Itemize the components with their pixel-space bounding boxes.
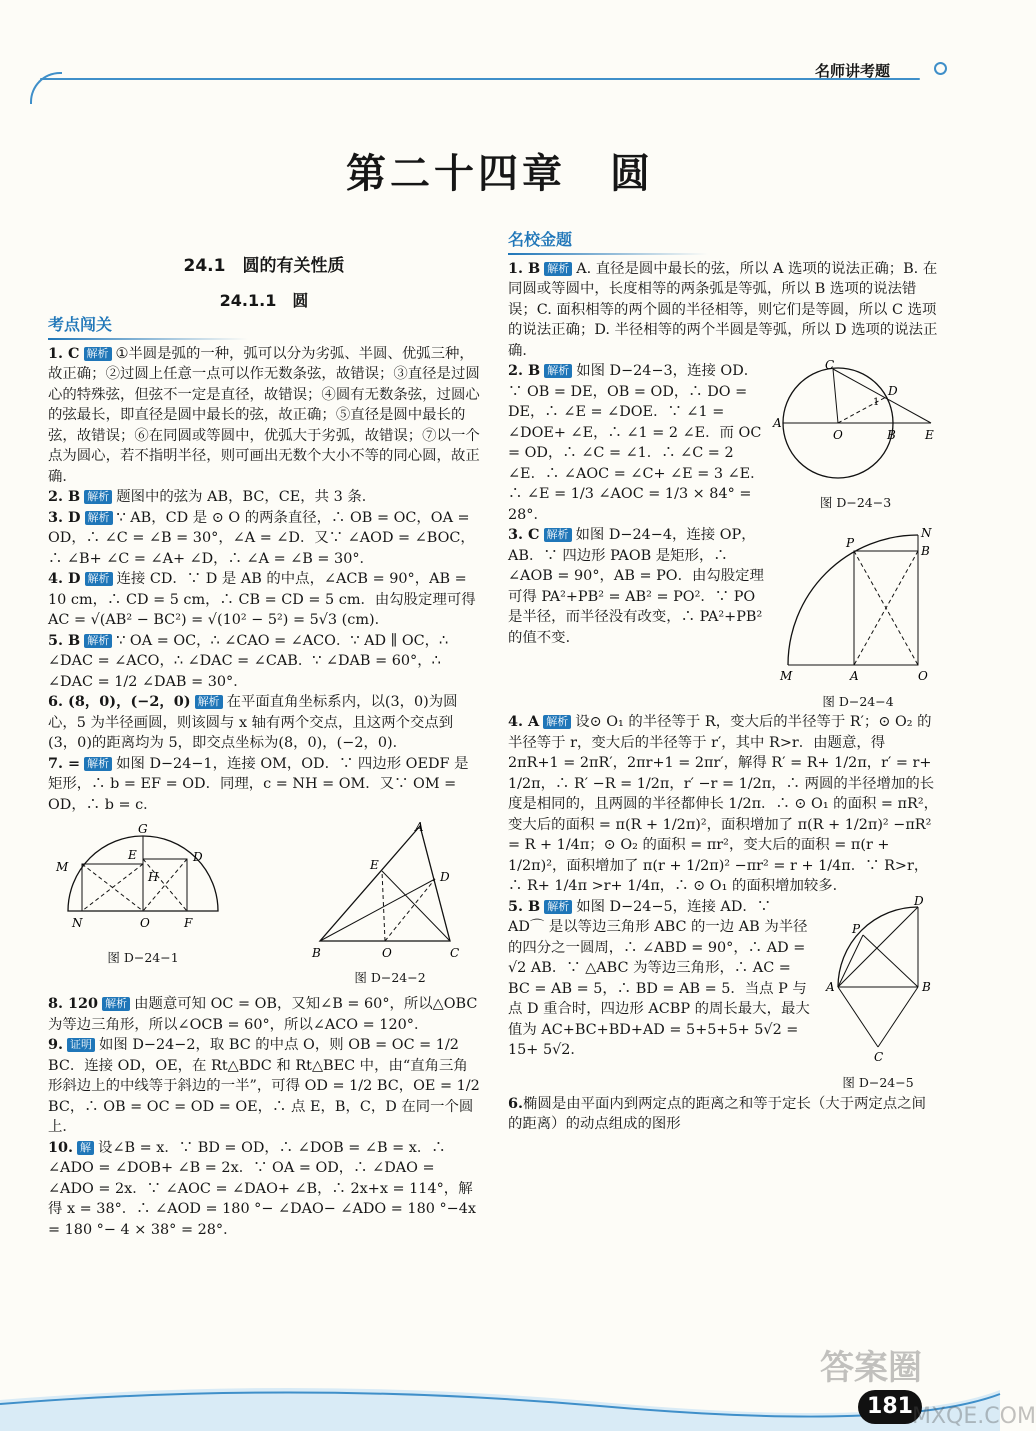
- figure-d24-1: [48, 821, 238, 988]
- right-column: [508, 228, 938, 1135]
- right-q5: 5. B 解析 如图 D−24−5，连接 AD．∵ AD⌒ 是以等边三角形 ABC 的一边 AB 为半径的四分之一圆周，∴ ∠ABD = 90°，∴ AD = √2 AB．∵ △ABC 为等边三角形，∴ AC = BC = AB = 5，∴ BD = AB = 5．当点 P 与点 D 重合时，四边形 ACBP 的周长最大，最大值为 AC+BC+BD+AD = 5+5+5+ 5√2 = 15+ 5√2．: [508, 897, 810, 1058]
- figure-d24-5: [818, 893, 938, 1094]
- left-q2: 2. B 解析 题图中的弦为 AB，BC，CE，共 3 条．: [48, 488, 377, 505]
- header-dot-icon: [934, 62, 947, 75]
- watermark-logo: 答案圈: [820, 1348, 922, 1388]
- svg-text:A: A: [773, 416, 782, 430]
- left-q10: 10. 解 设∠B = x．∵ BD = OD，∴ ∠DOB = ∠B = x．∴ ∠ADO = ∠DOB+ ∠B = 2x．∵ OA = OD，∴ ∠DAO = ∠ADO = 2x．∵ ∠AOC = ∠DAO+ ∠B，∴ 2x+x = 114°，解得 x = 38°．∴ ∠AOD = 180 °− ∠DAO− ∠ADO = 180 °−4x = 180 °− 4 × 38° = 28°．: [48, 1138, 476, 1238]
- header-rule: [40, 78, 920, 80]
- analysis-tag: 解析: [85, 572, 113, 586]
- svg-text:B: B: [312, 946, 321, 960]
- svg-text:C: C: [874, 1049, 884, 1064]
- right-q4: 4. A 解析 设⊙ O₁ 的半径等于 R，变大后的半径等于 R′；⊙ O₂ 的半径等于 r，变大后的半径等于 r′，其中 R>r．由题意，得 2πR+1 = 2πR′，2πr+1 = 2πr′，解得 R′ = R+ 1/2π，r′ = r+ 1/2π，∴ R′ −R = 1/2π，r′ −r = 1/2π，∴ 两圆的半径增加的长度是相同的，且两圆的半径都伸长 1/2π．∴ ⊙ O₁ 的面积 = πR²，变大后的面积 = π(R + 1/2π)²，面积增加了 π(R + 1/2π)² −πR² = R + 1/4π；⊙ O₂ 的面积 = πr²，变大后的面积 = π(r + 1/2π)²，面积增加了 π(r + 1/2π)² −πr² = r + 1/4π．∵ R>r，∴ R+ 1/4π >r+ 1/4π，∴ ⊙ O₁ 的面积增加较多．: [508, 713, 939, 894]
- svg-text:C: C: [450, 946, 460, 960]
- left-q4: 4. D 解析 连接 CD．∵ D 是 AB 的中点，∠ACB = 90°，AB = 10 cm，∴ CD = 5 cm，∴ CB = CD = 5 cm．由勾股定理可得 AC = √(AB² − BC²) = √(10² − 5²) = 5√3 (cm)．: [48, 570, 476, 628]
- analysis-tag: 解析: [85, 511, 113, 525]
- svg-text:D: D: [193, 850, 203, 864]
- section-title: 24.1 圆的有关性质: [183, 256, 345, 276]
- svg-text:E: E: [128, 848, 137, 862]
- left-q7: 7. = 解析 如图 D−24−1，连接 OM，OD．∵ 四边形 OEDF 是矩形，∴ b = EF = OD．同理，c = NH = OM．又∵ OM = OD，∴ b = c．: [48, 754, 469, 813]
- svg-text:1: 1: [873, 397, 880, 408]
- svg-text:A: A: [415, 820, 424, 834]
- analysis-tag: 解析: [102, 997, 130, 1011]
- svg-text:D: D: [440, 870, 450, 884]
- svg-text:P: P: [846, 536, 855, 550]
- figure-d24-4: [778, 525, 938, 712]
- left-q5: 5. B 解析 ∵ OA = OC，∴ ∠CAO = ∠ACO．∵ AD ∥ OC，∴ ∠DAC = ∠ACO，∴ ∠DAC = ∠CAB．∵ ∠DAB = 60°，∴ ∠DAC = 1/2 ∠DAB = 30°．: [48, 631, 449, 690]
- svg-text:A: A: [850, 669, 859, 683]
- right-q6: 6.椭圆是由平面内到两定点的距离之和等于定长（大于两定点之间的距离）的动点组成的图形: [508, 1094, 926, 1132]
- left-q8: 8. 120 解析 由题意可知 OC = OB，又知∠B = 60°，所以△OBC 为等边三角形，所以∠OCB = 60°，所以∠ACO = 120°．: [48, 995, 478, 1033]
- svg-text:O: O: [382, 946, 392, 960]
- svg-text:N: N: [72, 916, 83, 930]
- svg-text:O: O: [833, 428, 843, 442]
- left-q3: 3. D 解析 ∵ AB，CD 是 ⊙ O 的两条直径，∴ OB = OC，OA = OD，∴ ∠C = ∠B = 30°，∠A = ∠D．又∵ ∠AOD = ∠BOC，∴ ∠B+ ∠C = ∠A+ ∠D，∴ ∠A = ∠B = 30°．: [48, 508, 475, 567]
- analysis-tag: 解析: [195, 695, 223, 709]
- svg-text:C: C: [825, 358, 835, 372]
- left-bar-title: 考点闯关: [48, 315, 480, 340]
- svg-text:D: D: [888, 384, 898, 398]
- figure-caption: 图 D−24−1: [107, 949, 179, 965]
- analysis-tag: 解析: [544, 900, 572, 914]
- header-title: 名师讲考题: [815, 62, 891, 80]
- analysis-tag: 解析: [84, 634, 112, 648]
- header-arc: [30, 72, 62, 104]
- figure-caption: 图 D−24−5: [842, 1075, 914, 1090]
- svg-text:B: B: [887, 428, 896, 442]
- analysis-tag: 解析: [84, 490, 112, 504]
- right-q1: 1. B 解析 A. 直径是圆中最长的弦，所以 A 选项的说法正确；B. 在同圆或等圆中，长度相等的两条弧是等弧，所以 B 选项的说法错误；C. 面积相等的两个圆的半径相等，则它们是等圆，所以 C 选项的说法正确；D. 半径相等的两个半圆是等弧，所以 D 选项的说法正确．: [508, 259, 938, 359]
- svg-text:B: B: [921, 544, 930, 558]
- svg-text:N: N: [921, 526, 932, 540]
- page-number: 181: [858, 1390, 922, 1424]
- analysis-tag: 解析: [544, 364, 572, 378]
- watermark-url: MXQE.COM: [912, 1404, 1036, 1429]
- left-q9: 9. 证明 如图 D−24−2，取 BC 的中点 O，则 OB = OC = 1/2 BC．连接 OD，OE，在 Rt△BDC 和 Rt△BEC 中，由“直角三角形斜边上的中线等于斜边的一半”，可得 OD = 1/2 BC，OE = 1/2 BC，∴ OB = OC = OD = OE，∴ 点 E，B，C，D 在同一个圆上．: [48, 1036, 480, 1135]
- analysis-tag: 解析: [543, 715, 571, 729]
- left-column: [48, 250, 480, 1240]
- proof-tag: 证明: [67, 1038, 95, 1052]
- figure-d24-2: [300, 821, 480, 988]
- svg-text:D: D: [914, 893, 924, 908]
- analysis-tag: 解析: [544, 528, 572, 542]
- analysis-tag: 解析: [84, 347, 112, 361]
- subsection-title: 24.1.1 圆: [219, 290, 309, 310]
- svg-text:M: M: [780, 669, 793, 683]
- svg-text:E: E: [370, 858, 379, 872]
- svg-text:F: F: [184, 916, 193, 930]
- svg-text:A: A: [826, 979, 835, 994]
- figure-caption: 图 D−24−4: [822, 693, 894, 709]
- figure-caption: 图 D−24−3: [819, 494, 892, 510]
- analysis-tag: 解析: [84, 757, 112, 771]
- left-q6: 6. (8，0)，(−2，0) 解析 在平面直角坐标系内，以(3，0)为圆心，5 为半径画圆，则该圆与 x 轴有两个交点，且这两个交点到(3，0)的距离均为 5，即交点坐标为(8，0)，(−2，0)．: [48, 693, 458, 751]
- svg-text:H: H: [148, 870, 159, 884]
- svg-text:B: B: [922, 979, 931, 994]
- svg-text:E: E: [925, 428, 934, 442]
- right-q2: 2. B 解析 如图 D−24−3，连接 OD．∵ OB = DE，OB = OD，∴ DO = DE，∴ ∠E = ∠DOE．∵ ∠1 = ∠DOE+ ∠E，∴ ∠1 = 2 ∠E．而 OC = OD，∴ ∠C = ∠1．∴ ∠C = 2 ∠E．∴ ∠AOC = ∠C+ ∠E = 3 ∠E．∴ ∠E = 1/3 ∠AOC = 1/3 × 84° = 28°．: [508, 362, 765, 523]
- right-bar-title: 名校金题: [508, 230, 938, 255]
- analysis-tag: 解析: [544, 262, 572, 276]
- right-q3: 3. C 解析 如图 D−24−4，连接 OP，AB．∵ 四边形 PAOB 是矩形，∴ ∠AOB = 90°，AB = PO．由勾股定理可得 PA²+PB² = AB² = PO²．∵ PO 是半径，而半径没有改变，∴ PA²+PB² 的值不变．: [508, 526, 764, 646]
- figure-d24-3: [773, 358, 938, 513]
- svg-text:M: M: [56, 860, 69, 874]
- svg-text:G: G: [138, 822, 148, 836]
- left-figures: [48, 821, 480, 988]
- figure-caption: 图 D−24−2: [354, 969, 426, 985]
- svg-text:O: O: [918, 669, 928, 683]
- svg-text:P: P: [852, 921, 861, 936]
- chapter-title: 第二十四章 圆: [346, 151, 654, 197]
- svg-text:O: O: [140, 916, 150, 930]
- solution-tag: 解: [77, 1141, 94, 1155]
- left-q1: 1. C 解析 ①半圆是弧的一种，弧可以分为劣弧、半圆、优弧三种，故正确；②过圆上任意一点可以作无数条弦，故错误；③直径是过圆心的特殊弦，但弦不一定是直径，故错误；④圆有无数条弦，过圆心的弦最长，即直径是圆中最长的弦，故正确；⑤直径是圆中最长的弦，故错误；⑥在同圆或等圆中，优弧大于劣弧，故错误；⑦以一个点为圆心，若不指明半径，则可画出无数个大小不等的同心圆，故正确．: [48, 344, 480, 485]
